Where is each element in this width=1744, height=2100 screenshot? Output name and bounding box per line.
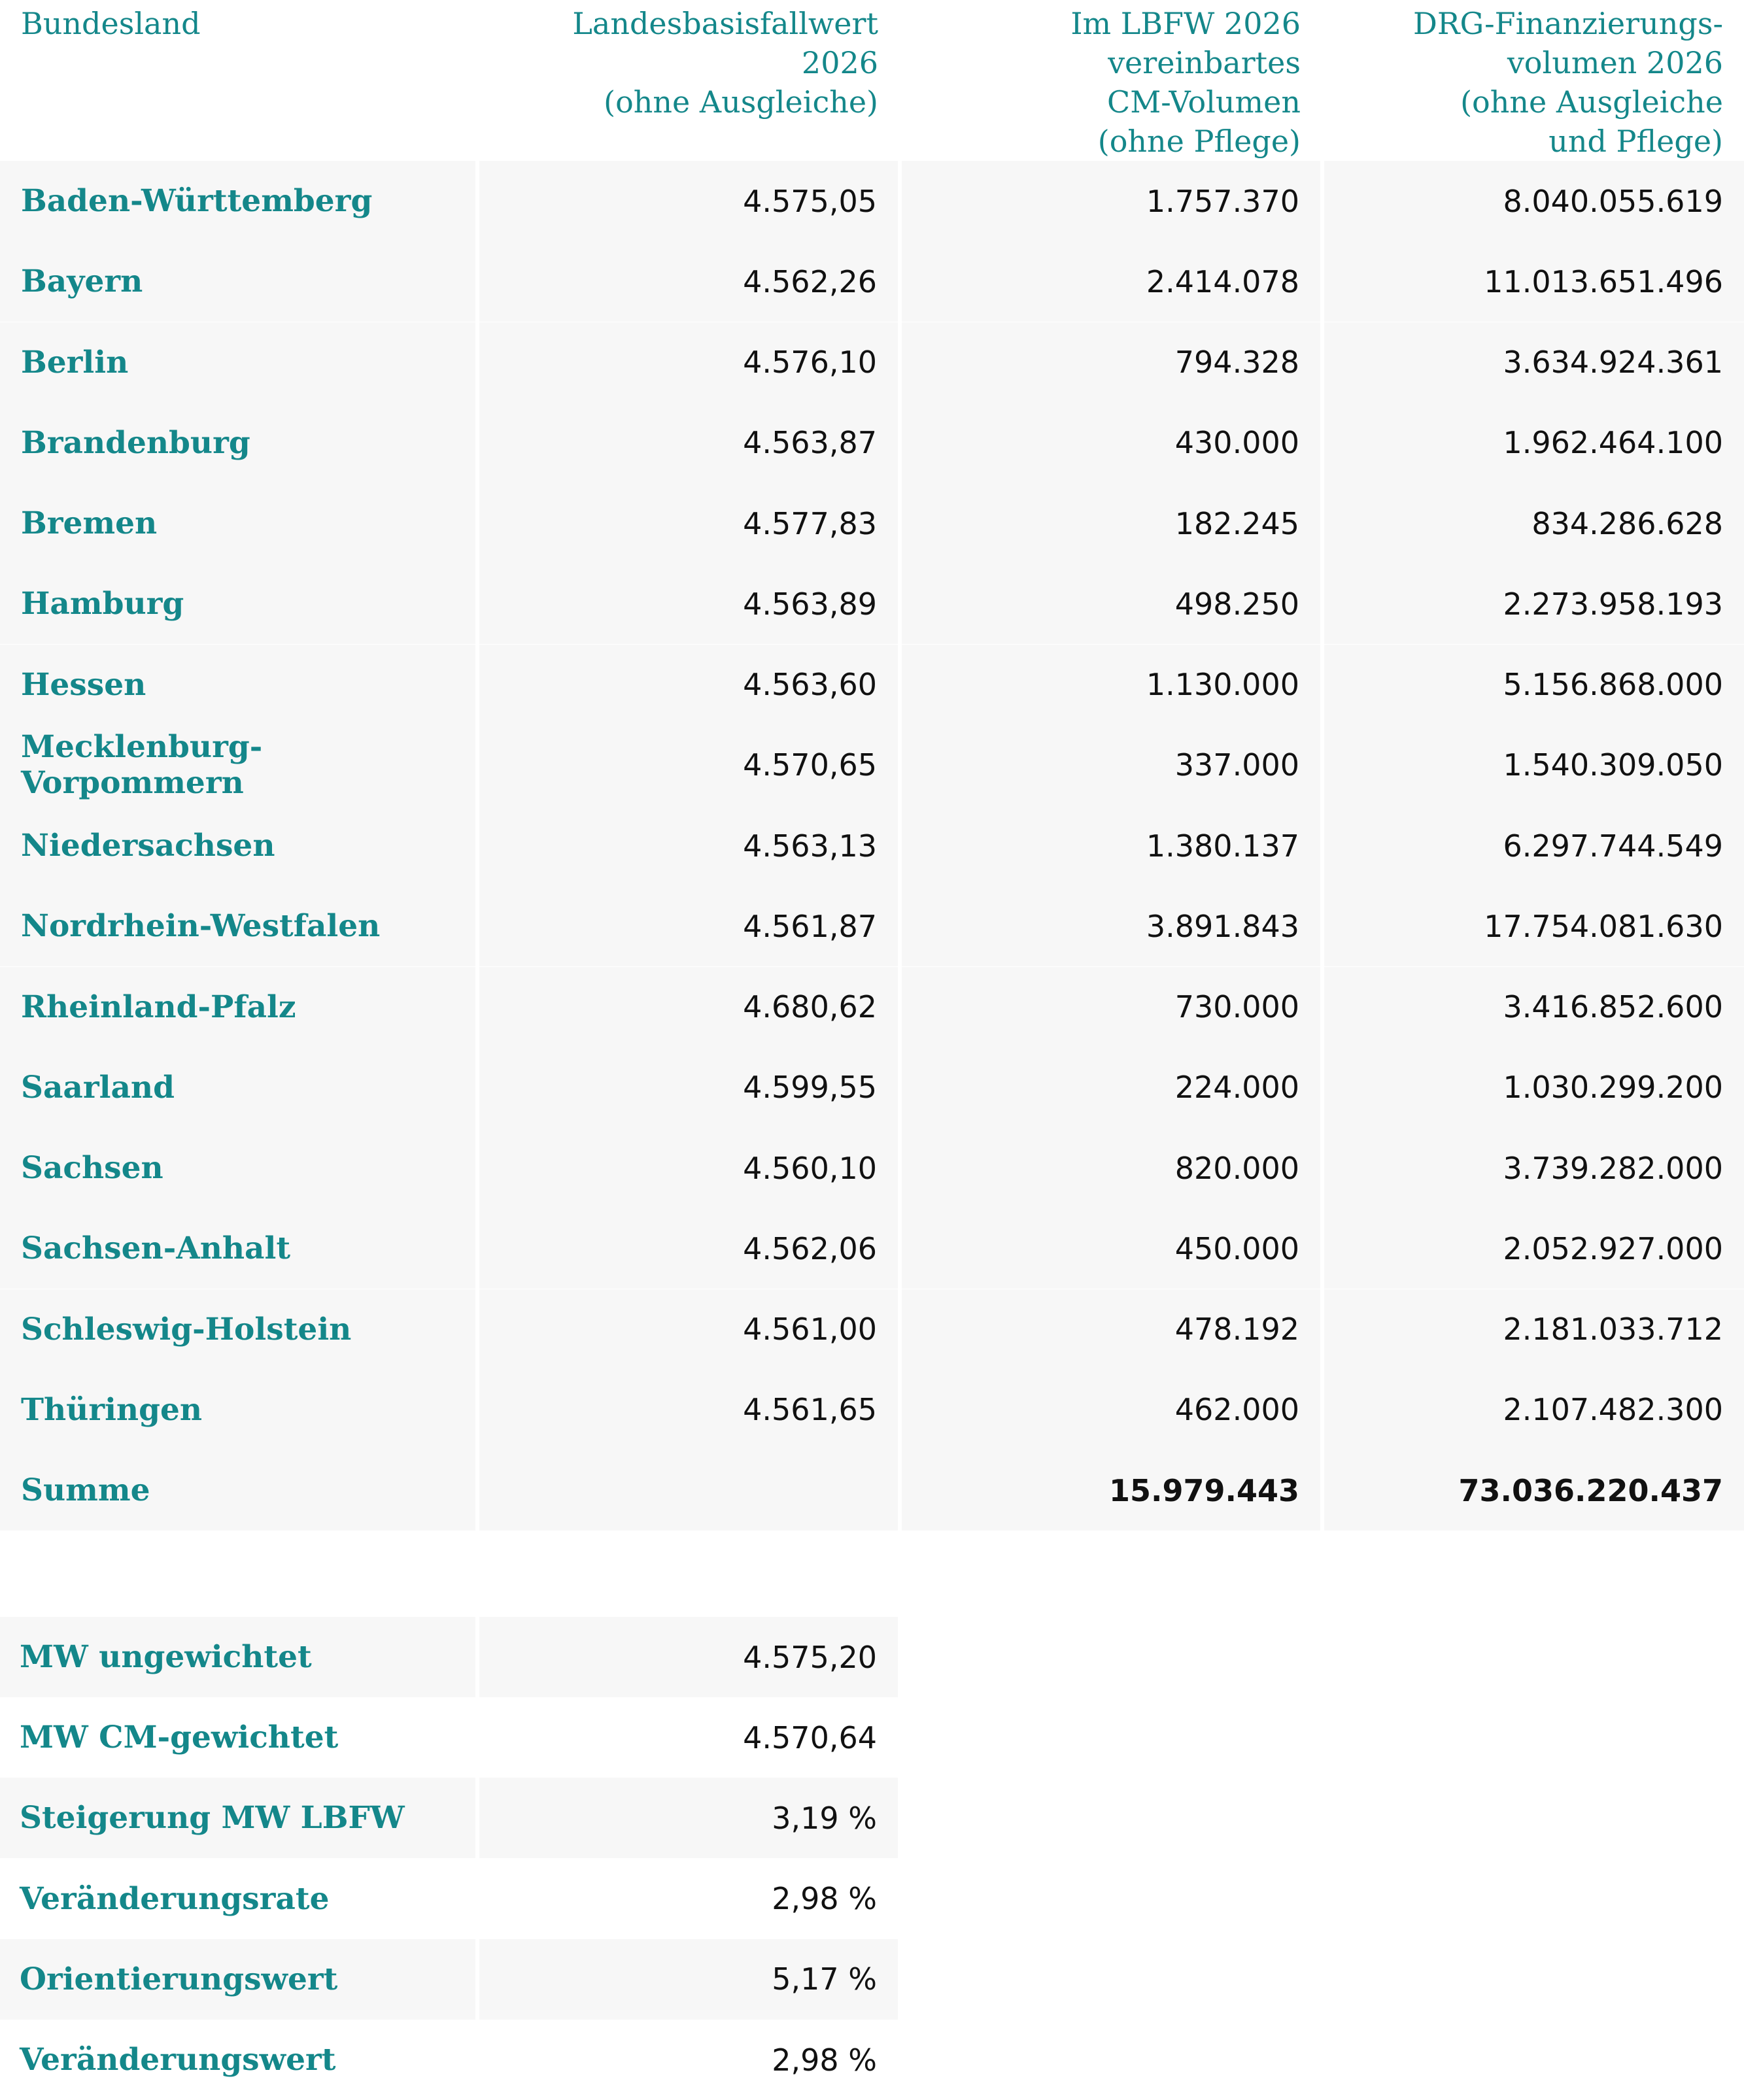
state-name: Sachsen-Anhalt <box>0 1208 475 1289</box>
cm-volumen-value: 730.000 <box>902 967 1320 1047</box>
landesbasisfallwert-value: 4.561,87 <box>479 886 898 966</box>
landesbasisfallwert-value: 4.575,05 <box>479 161 898 241</box>
stat-value: 2,98 % <box>772 1881 877 1917</box>
table-row <box>0 1289 1744 1370</box>
landesbasisfallwert-value: 4.563,60 <box>479 645 898 725</box>
cm-volumen-value: 337.000 <box>902 725 1320 805</box>
state-name: Summe <box>0 1450 475 1531</box>
stats-row <box>0 1859 898 1939</box>
stat-label: Steigerung MW LBFW <box>0 1778 475 1858</box>
table-row <box>0 1370 1744 1450</box>
table-row <box>0 403 1744 483</box>
table-row <box>0 886 1744 966</box>
state-name: Bremen <box>0 483 475 564</box>
landesbasisfallwert-value: 4.563,89 <box>479 564 898 644</box>
drg-volumen-value: 1.540.309.050 <box>1324 725 1744 805</box>
stats-row <box>0 1778 898 1858</box>
cm-volumen-value: 1.130.000 <box>902 645 1320 725</box>
header-drg-volumen: DRG-Finanzierungs- volumen 2026 (ohne Ausgleiche und Pflege) <box>1413 6 1723 159</box>
stats-row <box>0 1939 898 2020</box>
drg-volumen-value: 8.040.055.619 <box>1324 161 1744 241</box>
stat-label: MW CM-gewichtet <box>20 1719 339 1756</box>
table-row <box>0 1208 1744 1289</box>
table-row <box>0 805 1744 886</box>
drg-volumen-value: 17.754.081.630 <box>1324 886 1744 966</box>
drg-volumen-value: 1.030.299.200 <box>1324 1047 1744 1128</box>
stat-label: Veränderungsrate <box>20 1880 330 1917</box>
drg-volumen-value: 2.181.033.712 <box>1324 1289 1744 1370</box>
state-name: Mecklenburg-Vorpommern <box>0 725 475 805</box>
state-name: Nordrhein-Westfalen <box>0 886 475 966</box>
landesbasisfallwert-value: 4.561,00 <box>479 1289 898 1370</box>
cm-volumen-value: 794.328 <box>902 322 1320 403</box>
state-name: Bayern <box>0 241 475 322</box>
table-row <box>0 967 1744 1047</box>
landesbasisfallwert-value: 4.563,87 <box>479 403 898 483</box>
landesbasisfallwert-value: 4.560,10 <box>479 1128 898 1208</box>
drg-volumen-value: 5.156.868.000 <box>1324 645 1744 725</box>
landesbasisfallwert-value: 4.562,06 <box>479 1208 898 1289</box>
table-row <box>0 1047 1744 1128</box>
stats-row <box>0 1697 898 1778</box>
landesbasisfallwert-value: 4.680,62 <box>479 967 898 1047</box>
state-name: Niedersachsen <box>0 805 475 886</box>
stat-value: 5,17 % <box>479 1939 898 2020</box>
cm-volumen-value: 430.000 <box>902 403 1320 483</box>
state-name: Brandenburg <box>0 403 475 483</box>
drg-volumen-value: 2.273.958.193 <box>1324 564 1744 644</box>
table-row <box>0 322 1744 403</box>
stat-label: MW ungewichtet <box>0 1617 475 1697</box>
state-name: Thüringen <box>0 1370 475 1450</box>
cm-volumen-value: 498.250 <box>902 564 1320 644</box>
cm-volumen-value: 462.000 <box>902 1370 1320 1450</box>
state-name: Hessen <box>0 645 475 725</box>
table-row <box>0 1128 1744 1208</box>
state-name: Sachsen <box>0 1128 475 1208</box>
header-cm-volumen: Im LBFW 2026 vereinbartes CM-Volumen (ohne Pflege) <box>1070 6 1301 159</box>
drg-volumen-value: 2.107.482.300 <box>1324 1370 1744 1450</box>
cm-volumen-value: 15.979.443 <box>902 1450 1320 1531</box>
drg-volumen-value: 834.286.628 <box>1324 483 1744 564</box>
landesbasisfallwert-value: 4.563,13 <box>479 805 898 886</box>
state-name: Saarland <box>0 1047 475 1128</box>
stat-label: Orientierungswert <box>0 1939 475 2020</box>
cm-volumen-value: 224.000 <box>902 1047 1320 1128</box>
cm-volumen-value: 450.000 <box>902 1208 1320 1289</box>
stats-row <box>0 1617 898 1697</box>
cm-volumen-value: 3.891.843 <box>902 886 1320 966</box>
landesbasisfallwert-value: 4.577,83 <box>479 483 898 564</box>
table-row <box>0 483 1744 564</box>
stat-value: 4.575,20 <box>479 1617 898 1697</box>
total-row <box>0 1450 1744 1531</box>
landesbasisfallwert-value <box>479 1450 898 1531</box>
table-row <box>0 725 1744 805</box>
landesbasisfallwert-value: 4.599,55 <box>479 1047 898 1128</box>
stat-value: 3,19 % <box>479 1778 898 1858</box>
drg-volumen-value: 11.013.651.496 <box>1324 241 1744 322</box>
stat-value: 2,98 % <box>772 2042 877 2078</box>
state-name: Baden-Württemberg <box>0 161 475 241</box>
cm-volumen-value: 1.757.370 <box>902 161 1320 241</box>
drg-volumen-value: 3.416.852.600 <box>1324 967 1744 1047</box>
landesbasisfallwert-value: 4.561,65 <box>479 1370 898 1450</box>
stats-row <box>0 2020 898 2100</box>
drg-volumen-value: 1.962.464.100 <box>1324 403 1744 483</box>
landesbasisfallwert-value: 4.562,26 <box>479 241 898 322</box>
stat-value: 4.570,64 <box>743 1719 877 1755</box>
stat-label: Veränderungswert <box>20 2042 336 2078</box>
drg-volumen-value: 2.052.927.000 <box>1324 1208 1744 1289</box>
state-name: Schleswig-Holstein <box>0 1289 475 1370</box>
table-row <box>0 564 1744 644</box>
table-header <box>0 0 1744 160</box>
state-name: Hamburg <box>0 564 475 644</box>
cm-volumen-value: 1.380.137 <box>902 805 1320 886</box>
table-row <box>0 241 1744 322</box>
landesbasisfallwert-value: 4.576,10 <box>479 322 898 403</box>
table-row <box>0 645 1744 725</box>
state-name: Berlin <box>0 322 475 403</box>
drg-volumen-value: 6.297.744.549 <box>1324 805 1744 886</box>
landesbasisfallwert-value: 4.570,65 <box>479 725 898 805</box>
state-name: Rheinland-Pfalz <box>0 967 475 1047</box>
drg-volumen-value: 3.634.924.361 <box>1324 322 1744 403</box>
table-row <box>0 161 1744 241</box>
cm-volumen-value: 820.000 <box>902 1128 1320 1208</box>
cm-volumen-value: 182.245 <box>902 483 1320 564</box>
header-bundesland: Bundesland <box>21 6 201 41</box>
header-landesbasisfallwert: Landesbasisfallwert 2026 (ohne Ausgleiche) <box>572 6 878 120</box>
drg-volumen-value: 73.036.220.437 <box>1324 1450 1744 1531</box>
cm-volumen-value: 2.414.078 <box>902 241 1320 322</box>
cm-volumen-value: 478.192 <box>902 1289 1320 1370</box>
drg-volumen-value: 3.739.282.000 <box>1324 1128 1744 1208</box>
